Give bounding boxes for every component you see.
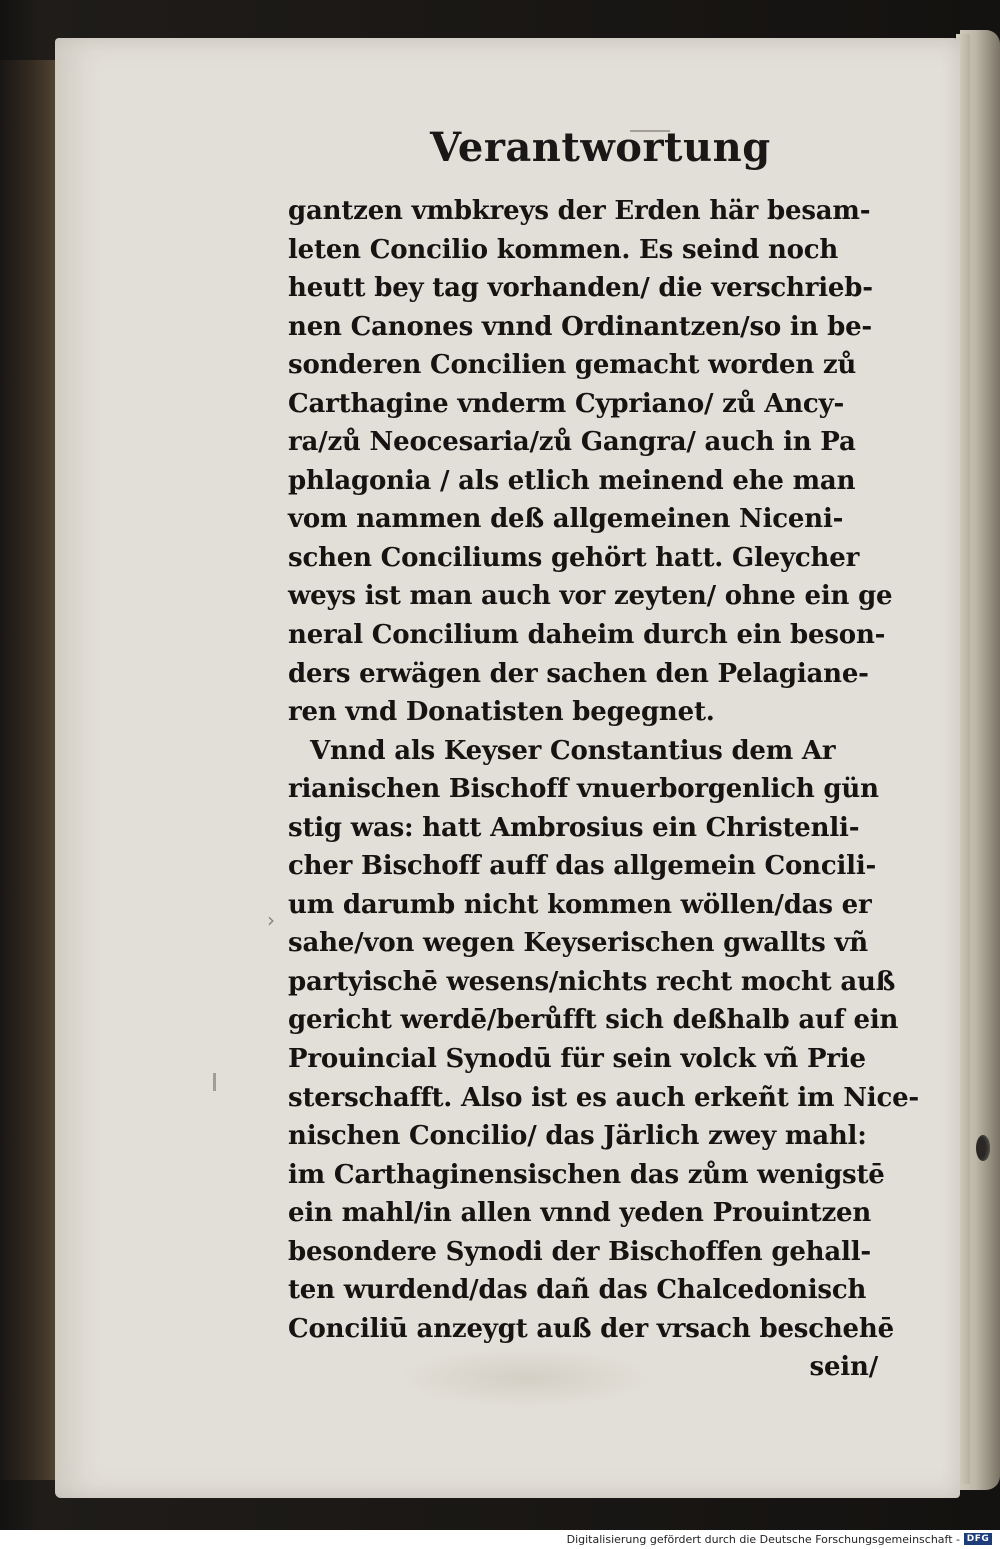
text-line: gantzen vmbkreys der Erden här besam-	[288, 196, 871, 226]
text-line: leten Concilio kommen. Es seind noch	[288, 234, 839, 265]
text-line: sterschafft. Also ist es auch erkeñt im Nice-	[288, 1082, 920, 1113]
text-line: neral Concilium daheim durch ein beson-	[288, 620, 886, 651]
footer-credit: Digitalisierung gefördert durch die Deutsche Forschungsgemeinschaft -	[566, 1533, 960, 1546]
text-line: ra/zů Neocesaria/zů Gangra/ auch in Pa	[288, 427, 856, 458]
text-line: im Carthaginensischen das zům wenigstē	[288, 1159, 885, 1190]
text-line: partyischē wesens/nichts recht mocht auß	[288, 966, 896, 997]
catchword-line: sein/	[809, 1352, 878, 1383]
text-line: phlagonia / als etlich meinend ehe man	[288, 465, 856, 496]
binding-hole	[976, 1135, 990, 1161]
book-cover-edge	[0, 60, 55, 1480]
text-line: sahe/von wegen Keyserischen gwallts vñ	[288, 928, 869, 959]
text-line: sonderen Concilien gemacht worden zů	[288, 350, 857, 381]
margin-symbol: ›	[267, 908, 275, 932]
text-line: heutt bey tag vorhanden/ die verschrieb-	[288, 273, 873, 304]
text-line: rianischen Bischoff vnuerborgenlich gün	[288, 774, 879, 805]
margin-mark	[213, 1073, 216, 1091]
text-line: Carthagine vnderm Cypriano/ zů Ancy-	[288, 388, 845, 419]
text-block	[288, 192, 920, 1387]
text-line: Prouincial Synodū für sein volck vñ Prie	[288, 1044, 866, 1075]
text-line: nischen Concilio/ das Järlich zwey mahl:	[288, 1121, 867, 1152]
dfg-logo: DFG	[964, 1533, 992, 1545]
text-line: weys ist man auch vor zeyten/ ohne ein ge	[288, 581, 893, 612]
text-line: um darumb nicht kommen wöllen/das er	[288, 889, 872, 920]
text-line: schen Conciliums gehört hatt. Gleycher	[288, 542, 860, 573]
text-line: nen Canones vnnd Ordinantzen/so in be-	[288, 311, 873, 342]
running-head: Verantwortung	[430, 124, 771, 171]
text-line: ten wurdend/das dañ das Chalcedonisch	[288, 1275, 867, 1306]
paragraph-start-line: Vnnd als Keyser Constantius dem Ar	[310, 735, 836, 766]
text-line: ders erwägen der sachen den Pelagiane-	[288, 658, 869, 689]
text-line: ein mahl/in allen vnnd yeden Prouintzen	[288, 1198, 872, 1229]
text-line: vom nammen deß allgemeinen Niceni-	[288, 504, 844, 535]
text-line: stig was: hatt Ambrosius ein Christenli-	[288, 812, 860, 843]
text-line: besondere Synodi der Bischoffen gehall-	[288, 1236, 871, 1267]
text-line: cher Bischoff auff das allgemein Concili-	[288, 851, 877, 882]
text-line: ren vnd Donatisten begegnet.	[288, 697, 715, 728]
text-line: Conciliū anzeygt auß der vrsach beschehē	[288, 1313, 894, 1344]
text-line: gericht werdē/berůfft sich deßhalb auf ein	[288, 1005, 899, 1036]
